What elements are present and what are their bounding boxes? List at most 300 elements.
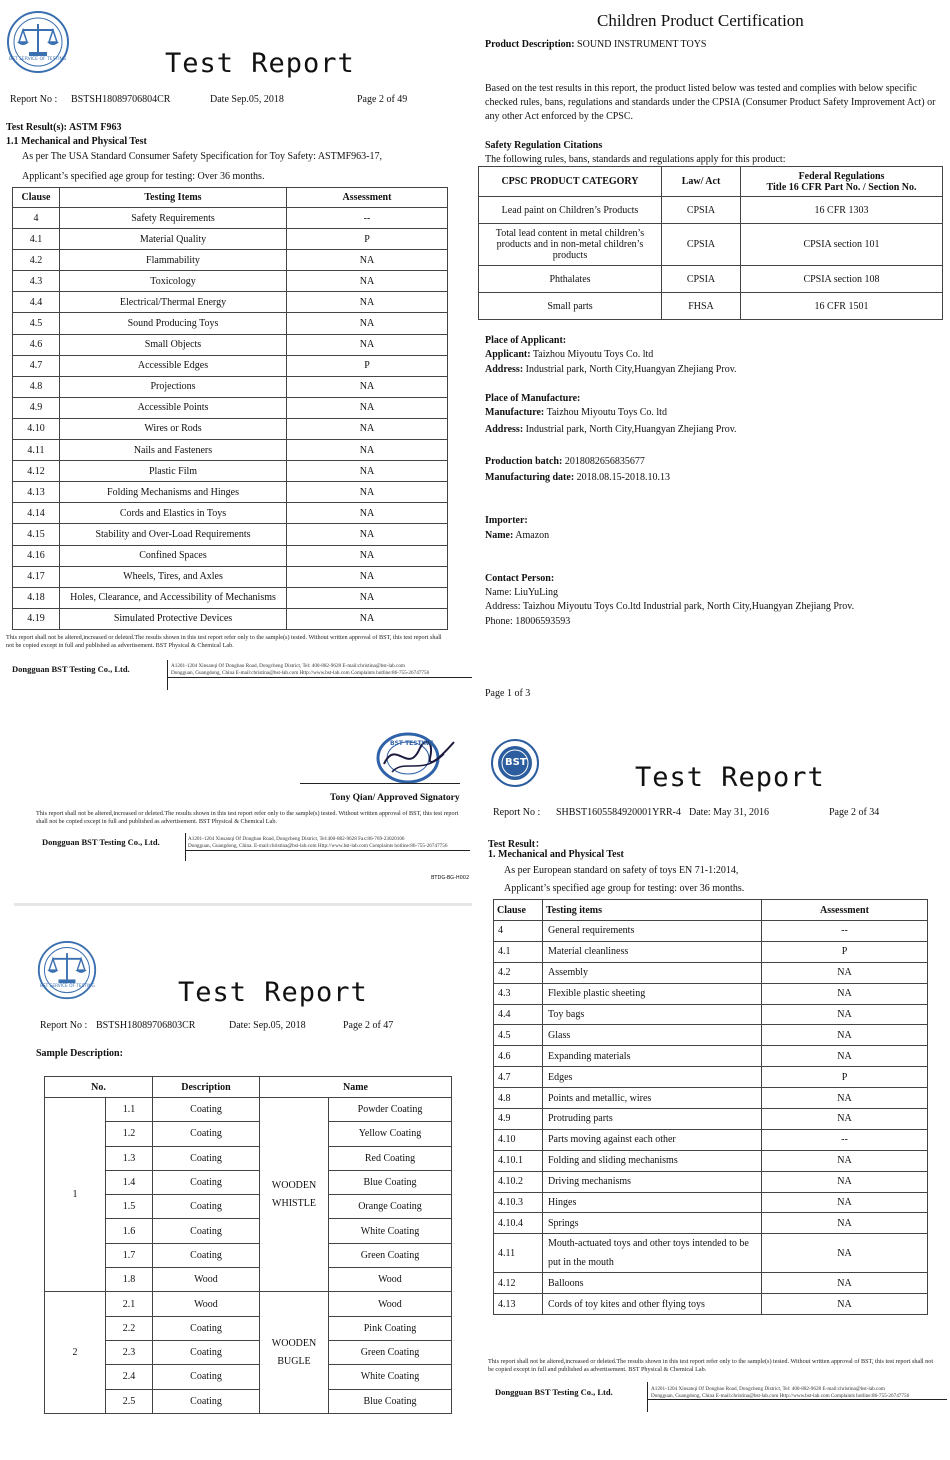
place-of-applicant: Place of Applicant: [485,335,567,346]
contact-phone: Phone: 18006593593 [485,616,571,627]
header-law-act: Law/ Act [662,167,741,197]
clause-cell: 4 [494,921,543,942]
table-row [13,292,448,313]
applicant [485,349,653,360]
testing-item-cell: Hinges [543,1192,762,1213]
en71-page-title: Test Report [635,762,825,793]
clause-cell: 4 [13,208,60,229]
en71-address-2: Dongguan, Guangdong, China E-mail:christina@bst-lab.com Http://www.bst-lab.com Complaints hotline:86-755-26747756 [651,1393,910,1399]
clause-cell: 4.13 [13,482,60,503]
assessment-cell: P [287,355,448,376]
product-name-line-1: WOODEN [271,1337,317,1349]
header-clause: Clause [494,900,543,921]
section-heading: 1.1 Mechanical and Physical Test [6,136,147,147]
logo-caption: BST SERVICE OF TESTING [9,57,67,62]
table-row [45,1170,452,1194]
table-row [13,545,448,566]
category-cell: Small parts [479,293,662,320]
table-row [494,1192,928,1213]
regulation-cell: 16 CFR 1303 [741,197,943,224]
table-row [479,266,943,293]
sample-page-number: Page 2 of 47 [343,1020,394,1031]
testing-item-cell: Stability and Over-Load Requirements [60,524,287,545]
item-number-cell: 1.3 [106,1146,153,1170]
table-row [494,921,928,942]
en71-section-heading: 1. Mechanical and Physical Test [488,849,624,860]
description-cell: Wood [153,1268,260,1292]
manufacturer-value: Taizhou Miyoutu Toys Co. ltd [546,407,667,418]
applicant-address [485,364,737,375]
report-page-en71 [475,720,950,1460]
item-number-cell: 1.1 [106,1098,153,1122]
contact-heading: Contact Person: [485,573,555,584]
description-cell: Coating [153,1195,260,1219]
name-cell: White Coating [329,1365,452,1389]
table-row [45,1219,452,1243]
signature-page [0,720,475,900]
header-federal-line1: Federal Regulations [798,170,885,182]
table-row [494,1294,928,1315]
manufacturer-label: Manufacture: [485,407,545,418]
clause-cell: 4.1 [494,941,543,962]
law-act-cell: CPSIA [662,197,741,224]
assessment-cell: NA [287,545,448,566]
header-category: CPSC PRODUCT CATEGORY [479,167,662,197]
assessment-cell: P [762,941,928,962]
assessment-cell: NA [287,397,448,418]
table-row [45,1243,452,1267]
header-federal-regulations [741,167,943,197]
testing-item-cell: Flexible plastic sheeting [543,983,762,1004]
testing-item-cell: Electrical/Thermal Energy [60,292,287,313]
footer-divider [167,660,168,690]
testing-item-cell: Accessible Points [60,397,287,418]
report-no: BSTSH18089706804CR [71,94,171,105]
clause-cell: 4.9 [13,397,60,418]
manufacturer-address-label: Address: [485,424,524,435]
table-row [13,503,448,524]
testing-item-cell: Expanding materials [543,1046,762,1067]
clause-cell: 4.14 [13,503,60,524]
en71-standard-intro: As per European standard on safety of toys EN 71-1:2014, [504,865,739,876]
law-act-cell: FHSA [662,293,741,320]
table-row [494,1234,928,1273]
assessment-cell: NA [762,1150,928,1171]
bst-logo-icon [36,938,98,1004]
header-description: Description [153,1077,260,1098]
testing-item-cell: Driving mechanisms [543,1171,762,1192]
clause-cell: 4.15 [13,524,60,545]
en71-results-table [493,899,928,1315]
assessment-cell: NA [762,1273,928,1294]
applicant-address-label: Address: [485,364,524,375]
table-row [479,197,943,224]
table-row [494,962,928,983]
bst-logo-icon [5,8,71,78]
table-row [13,566,448,587]
product-name-line-1: WOODEN [271,1179,317,1191]
group-number-cell: 2 [45,1292,106,1413]
assessment-cell: NA [287,292,448,313]
results-table [12,187,448,630]
testing-item-cell: Wheels, Tires, and Axles [60,566,287,587]
footer-rule [167,677,472,678]
testing-item-cell: Toxicology [60,271,287,292]
assessment-cell: NA [287,503,448,524]
header-no: No. [45,1077,153,1098]
table-row [45,1365,452,1389]
description-cell: Coating [153,1365,260,1389]
table-row [13,334,448,355]
description-cell: Coating [153,1243,260,1267]
description-cell: Coating [153,1170,260,1194]
testing-item-cell: Material cleanliness [543,941,762,962]
testing-item-cell: Assembly [543,962,762,983]
item-number-cell: 1.5 [106,1195,153,1219]
assessment-cell: NA [287,482,448,503]
assessment-cell: NA [762,1088,928,1109]
production-batch-label: Production batch: [485,456,563,467]
en71-report-no: SHBST1605584920001YRR-4 [556,807,682,818]
regulation-cell: 16 CFR 1501 [741,293,943,320]
item-number-cell: 2.2 [106,1316,153,1340]
assessment-cell: NA [287,587,448,608]
testing-item-cell: Mouth-actuated toys and other toys intended to be put in the mouth [543,1234,762,1273]
description-cell: Coating [153,1146,260,1170]
testing-item-cell: Toy bags [543,1004,762,1025]
en71-report-date: Date: May 31, 2016 [689,807,769,818]
clause-cell: 4.3 [13,271,60,292]
product-description-value: SOUND INSTRUMENT TOYS [577,39,707,50]
importer-name-label: Name: [485,530,514,541]
cert-page-number: Page 1 of 3 [485,688,531,699]
clause-cell: 4.1 [13,229,60,250]
clause-cell: 4.11 [13,440,60,461]
table-row [13,313,448,334]
en71-address-1: A1201-1204 Xinsanqi Of Dongbao Road, Dongcheng District, Tel: 400-882-9628 E-mail:christina@bst-lab.com [651,1386,885,1392]
testing-item-cell: Points and metallic, wires [543,1088,762,1109]
table-row [479,293,943,320]
assessment-cell: NA [287,271,448,292]
testing-item-cell: Cords and Elastics in Toys [60,503,287,524]
name-cell: Blue Coating [329,1170,452,1194]
assessment-cell: NA [287,418,448,439]
sample-report-no: BSTSH18089706803CR [96,1020,196,1031]
clause-cell: 4.3 [494,983,543,1004]
table-row [13,587,448,608]
table-row [494,1067,928,1088]
compliance-paragraph: Based on the test results in this report, the product listed below was tested and complies with below specific checked rules, bans, regulations and standards under the CPSIA (Consumer Product Safety Improvement Act) or any other Act enforced by the CPSC. [485,83,936,122]
clause-cell: 4.5 [494,1025,543,1046]
sample-description-heading: Sample Description: [36,1048,123,1059]
form-code: BTDG-BG-H002 [431,875,470,881]
table-row [494,1129,928,1150]
table-row [494,1046,928,1067]
header-assessment: Assessment [287,188,448,208]
item-number-cell: 1.2 [106,1122,153,1146]
clause-cell: 4.5 [13,313,60,334]
testing-item-cell: Small Objects [60,334,287,355]
page-title: Test Report [165,48,355,79]
table-row [494,1213,928,1234]
assessment-cell: P [762,1067,928,1088]
signature-address-2: Dongguan, Guangdong, China. E-mail:christina@bst-lab.com Http://www.bst-lab.com Complaints hotline:86-755-26747756 [188,843,448,849]
description-cell: Coating [153,1389,260,1413]
assessment-cell: NA [287,608,448,629]
testing-item-cell: Accessible Edges [60,355,287,376]
header-clause: Clause [13,188,60,208]
clause-cell: 4.2 [13,250,60,271]
testing-item-cell: Springs [543,1213,762,1234]
clause-cell: 4.12 [13,461,60,482]
clause-cell: 4.6 [13,334,60,355]
testing-item-cell: Material Quality [60,229,287,250]
table-row [494,941,928,962]
table-row [13,376,448,397]
product-name-line-2: WHISTLE [272,1197,316,1209]
assessment-cell: NA [762,983,928,1004]
testing-item-cell: Simulated Protective Devices [60,608,287,629]
table-row [45,1098,452,1122]
table-row [479,224,943,266]
table-row [13,271,448,292]
category-cell: Phthalates [479,266,662,293]
table-row [13,397,448,418]
table-row [13,608,448,629]
description-cell: Coating [153,1316,260,1340]
name-cell: White Coating [329,1219,452,1243]
item-number-cell: 1.4 [106,1170,153,1194]
assessment-cell: NA [287,566,448,587]
sample-report-date: Date: Sep.05, 2018 [229,1020,306,1031]
clause-cell: 4.18 [13,587,60,608]
report-no-label: Report No : [10,94,58,105]
name-cell: Green Coating [329,1243,452,1267]
place-of-manufacture: Place of Manufacture: [485,393,581,404]
table-row [45,1268,452,1292]
clause-cell: 4.17 [13,566,60,587]
description-cell: Coating [153,1219,260,1243]
signature-footer-divider [185,833,186,861]
logo-caption: BST SERVICE OF TESTING [40,984,95,989]
sample-page-title: Test Report [178,977,368,1008]
header-federal-line2: Title 16 CFR Part No. / Section No. [766,181,917,193]
clause-cell: 4.4 [13,292,60,313]
en71-report-no-label: Report No : [493,807,541,818]
testing-item-cell: Holes, Clearance, and Accessibility of Mechanisms [60,587,287,608]
table-row [494,1171,928,1192]
table-row [13,461,448,482]
certification-page [475,0,950,720]
table-row [45,1146,452,1170]
header-testing-items: Testing items [543,900,762,921]
assessment-cell: NA [762,1004,928,1025]
clause-cell: 4.10 [494,1129,543,1150]
table-row [494,1150,928,1171]
production-batch-value: 2018082656835677 [564,456,645,467]
page-separator [14,903,472,906]
description-cell: Coating [153,1098,260,1122]
table-row [494,1088,928,1109]
name-cell: Yellow Coating [329,1122,452,1146]
bst-logo-icon [490,738,540,788]
manufacturing-date-label: Manufacturing date: [485,472,575,483]
law-act-cell: CPSIA [662,224,741,266]
assessment-cell: -- [762,1129,928,1150]
name-cell: Wood [329,1292,452,1316]
en71-age-group: Applicant’s specified age group for testing: over 36 months. [504,883,745,894]
en71-disclaimer: This report shall not be altered,increased or deleted.The results shown in this test report refer only to the sample(s) tested. Without written approval of BST, this test report shall not be copied except in full and published as advertisement. BST Physical & Chemical Lab. [488,1358,934,1373]
testing-item-cell: Balloons [543,1273,762,1294]
manufacturing-date-value: 2018.08.15-2018.10.13 [576,472,671,483]
item-number-cell: 1.7 [106,1243,153,1267]
en71-company-name: Dongguan BST Testing Co., Ltd. [495,1387,613,1397]
assessment-cell: NA [762,962,928,983]
assessment-cell: NA [762,1192,928,1213]
clause-cell: 4.10 [13,418,60,439]
manufacturing-date [485,472,670,483]
manufacturer-address [485,424,737,435]
clause-cell: 4.7 [494,1067,543,1088]
approval-stamp-icon [370,728,460,786]
importer-name-value: Amazon [515,530,550,541]
law-act-cell: CPSIA [662,266,741,293]
testing-item-cell: Projections [60,376,287,397]
sample-description-page [0,930,475,1460]
name-cell: Wood [329,1268,452,1292]
assessment-cell: NA [287,334,448,355]
category-cell: Lead paint on Children’s Products [479,197,662,224]
clause-cell: 4.4 [494,1004,543,1025]
testing-item-cell: Edges [543,1067,762,1088]
cert-title: Children Product Certification [597,11,804,30]
testing-item-cell: Protruding parts [543,1109,762,1130]
assessment-cell: NA [287,524,448,545]
assessment-cell: NA [287,440,448,461]
table-row [13,229,448,250]
footer-address-1: A1201-1204 Xinsanqi Of Dongbao Road, Dongcheng District, Tel: 400-882-9628 E-mail:christina@bst-lab.com [171,663,405,669]
assessment-cell: NA [287,461,448,482]
product-description [485,39,707,50]
header-name: Name [260,1077,452,1098]
company-name: Dongguan BST Testing Co., Ltd. [12,664,130,674]
footer-address-2: Dongguan, Guangdong, China E-mail:christina@bst-lab.com Http://www.bst-lab.com Complaints hotline:86-755-26747756 [171,670,430,676]
testing-item-cell: Plastic Film [60,461,287,482]
table-row [13,355,448,376]
manufacturer-address-value: Industrial park, North City,Huangyan Zhejiang Prov. [525,424,737,435]
contact-name: Name: LiuYuLing [485,587,559,598]
name-cell: Green Coating [329,1340,452,1364]
clause-cell: 4.11 [494,1234,543,1273]
table-row [13,524,448,545]
signature-footer-rule [185,850,470,851]
testing-item-cell: Folding Mechanisms and Hinges [60,482,287,503]
citations-title: Safety Regulation Citations [485,140,603,151]
age-group: Applicant’s specified age group for testing: Over 36 months. [22,171,265,182]
table-row [13,208,448,229]
table-row [494,1004,928,1025]
table-row [494,983,928,1004]
table-row [13,250,448,271]
en71-test-result: Test Result： [488,839,546,850]
assessment-cell: NA [287,376,448,397]
table-row [13,440,448,461]
importer-name [485,530,549,541]
manufacturer [485,407,667,418]
applicant-value: Taizhou Miyoutu Toys Co. ltd [532,349,654,360]
assessment-cell: NA [762,1109,928,1130]
name-cell: Blue Coating [329,1389,452,1413]
testing-item-cell: Sound Producing Toys [60,313,287,334]
stamp-caption: BST TESTING [390,740,434,747]
item-number-cell: 2.4 [106,1365,153,1389]
clause-cell: 4.10.1 [494,1150,543,1171]
clause-cell: 4.12 [494,1273,543,1294]
description-cell: Wood [153,1292,260,1316]
clause-cell: 4.6 [494,1046,543,1067]
report-page-astm [0,0,475,700]
report-date: Date Sep.05, 2018 [210,94,284,105]
applicant-label: Applicant: [485,349,531,360]
table-row [13,418,448,439]
name-cell: Orange Coating [329,1195,452,1219]
item-number-cell: 2.3 [106,1340,153,1364]
citations-table [478,166,943,320]
bst-logo-caption: BST [505,757,527,768]
product-name-cell [260,1292,329,1413]
assessment-cell: NA [287,250,448,271]
regulation-cell: CPSIA section 108 [741,266,943,293]
clause-cell: 4.8 [13,376,60,397]
disclaimer: This report shall not be altered,increased or deleted.The results shown in this test report refer only to the sample(s) tested. Without written approval of BST, this test report shall not be copied except in full and published as advertisement. BST Physical & Chemical Lab. [6,634,442,649]
testing-item-cell: Flammability [60,250,287,271]
sample-table [44,1076,452,1414]
table-row [494,1025,928,1046]
table-row [45,1195,452,1219]
testing-item-cell: Glass [543,1025,762,1046]
standard-intro: As per The USA Standard Consumer Safety Specification for Toy Safety: ASTMF963-17, [22,151,382,162]
assessment-cell: -- [287,208,448,229]
assessment-cell: NA [287,313,448,334]
table-row [494,1273,928,1294]
name-cell: Pink Coating [329,1316,452,1340]
assessment-cell: NA [762,1025,928,1046]
signature-address-1: A1201-1204 Xinsanqi Of Dongbao Road, Dongcheng District, Tel:400-882-9628 Fax:86-769-23020106 [188,836,405,842]
description-cell: Coating [153,1122,260,1146]
product-name-line-2: BUGLE [277,1355,311,1367]
item-number-cell: 1.8 [106,1268,153,1292]
clause-cell: 4.7 [13,355,60,376]
sample-report-no-label: Report No : [40,1020,88,1031]
testing-item-cell: Safety Requirements [60,208,287,229]
header-assessment: Assessment [762,900,928,921]
assessment-cell: NA [762,1046,928,1067]
table-row [45,1389,452,1413]
signature-line [300,783,460,784]
table-row [494,1109,928,1130]
assessment-cell: P [287,229,448,250]
group-number-cell: 1 [45,1098,106,1292]
table-row [45,1316,452,1340]
testing-item-cell: Parts moving against each other [543,1129,762,1150]
table-row [45,1340,452,1364]
table-row [45,1122,452,1146]
clause-cell: 4.10.2 [494,1171,543,1192]
assessment-cell: NA [762,1234,928,1273]
signature-disclaimer: This report shall not be altered,increased or deleted.The results shown in this test report refer only to the sample(s) tested. Without written approval of BST, this test report shall not be copied except in full and published as advertisement. BST Physical & Chemical Lab. [36,810,459,825]
citations-subtitle: The following rules, bans, standards and regulations apply for this product: [485,154,786,165]
testing-item-cell: Folding and sliding mechanisms [543,1150,762,1171]
